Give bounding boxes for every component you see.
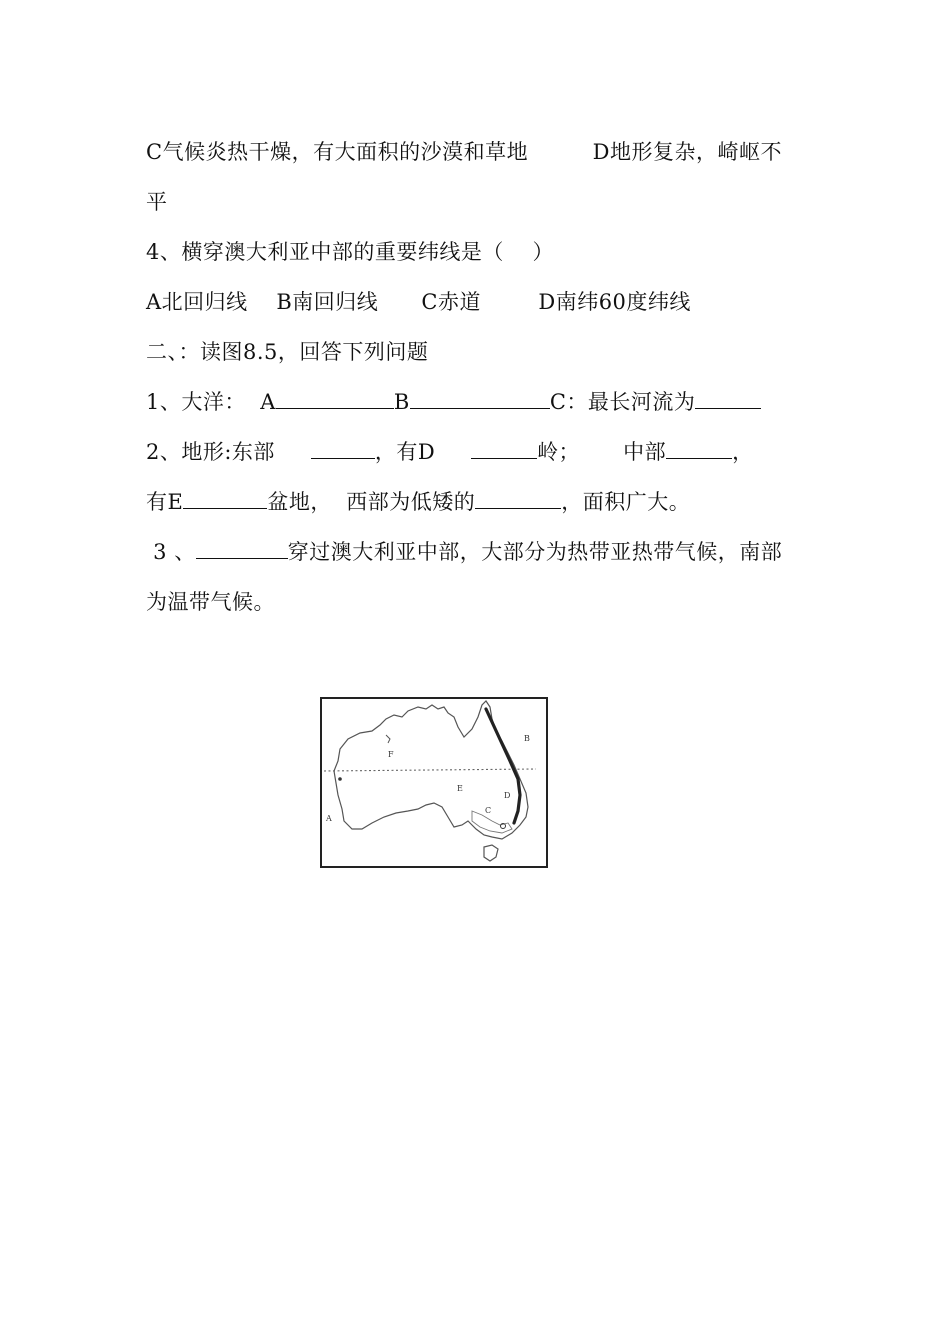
west-coast-marker: [338, 777, 342, 781]
s2-q2-mid1: ，有D: [374, 440, 436, 464]
map-label-d: D: [504, 791, 511, 800]
s2-q3-wrap: 为温带气候。: [146, 590, 275, 614]
blank-ocean-a[interactable]: [276, 388, 394, 409]
s2-q2-end: ，: [732, 440, 754, 464]
s2-q2-mid3: 中部: [623, 440, 667, 464]
tasmania-outline: [484, 845, 498, 861]
s2-q2-line2-end: ，面积广大。: [561, 490, 691, 514]
s2-q2-line1: [146, 438, 754, 466]
blank-range-d[interactable]: [471, 438, 537, 459]
mainland-outline: [334, 701, 528, 839]
s2-q2-mid2: 岭；: [537, 440, 581, 464]
map-label-a: A: [326, 814, 332, 823]
blank-ocean-b[interactable]: [410, 388, 550, 409]
australia-map-svg: [322, 699, 546, 866]
s2-q1-c: C：最长河流为: [549, 390, 696, 414]
q4-options: [146, 288, 691, 316]
blank-west-terrain[interactable]: [475, 488, 561, 509]
basin-contour: [472, 811, 512, 833]
s2-q3-prefix: 3 、: [146, 540, 196, 564]
blank-central-terrain[interactable]: [666, 438, 732, 459]
s2-q1: [146, 388, 761, 416]
s2-q1-b: B: [393, 390, 410, 414]
map-label-b: B: [524, 734, 530, 743]
s2-q3: [146, 538, 782, 566]
s2-q2-line2: [146, 488, 690, 516]
q3-option-cd: [146, 138, 782, 166]
q4-option-d: D南纬60度纬线: [538, 290, 691, 314]
blank-east-terrain[interactable]: [311, 438, 375, 459]
blank-longest-river[interactable]: [695, 388, 761, 409]
q4-option-c: C赤道: [421, 290, 481, 314]
s2-q2-line2-prefix: 有E: [146, 490, 184, 514]
section2-heading: 二、：读图8.5，回答下列问题: [146, 340, 429, 364]
q4-stem: 4、横穿澳大利亚中部的重要纬线是（ ）: [146, 240, 555, 264]
map-label-e: E: [457, 784, 463, 793]
s2-q3-text: 穿过澳大利亚中部，大部分为热带亚热带气候，南部: [287, 540, 783, 564]
map-label-c: C: [485, 806, 492, 815]
australia-map: [320, 697, 548, 868]
northwest-feature: [386, 735, 390, 743]
s2-q2-line2-mid: 盆地， 西部为低矮的: [267, 490, 476, 514]
q3-option-d-wrap: 平: [146, 190, 168, 214]
s2-q2-prefix: 2、地形:东部: [146, 440, 275, 464]
q4-option-b: B南回归线: [276, 290, 379, 314]
blank-latitude-line[interactable]: [196, 538, 288, 559]
option-c: C气候炎热干燥，有大面积的沙漠和草地: [146, 140, 529, 164]
q4-option-a: A北回归线: [146, 290, 248, 314]
blank-basin-e[interactable]: [183, 488, 267, 509]
option-d: D地形复杂，崎岖不: [592, 140, 782, 164]
tropic-dotted-line: [324, 769, 536, 771]
s2-q1-prefix: 1、大洋： A: [146, 390, 276, 414]
map-label-f: F: [388, 750, 394, 759]
